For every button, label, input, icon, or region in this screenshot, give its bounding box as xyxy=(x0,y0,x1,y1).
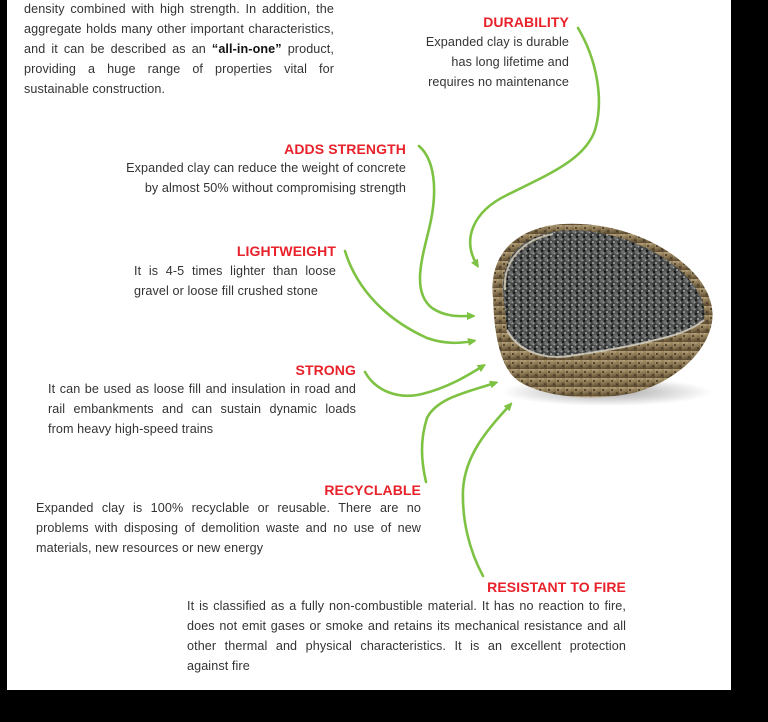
heading-lightweight: LIGHTWEIGHT xyxy=(236,243,336,259)
recyclable-text: Expanded clay is 100% recyclable or reusable. There are no problems with disposing of demolition waste and no use of new materials, new resources or new energy xyxy=(36,501,421,555)
heading-strong: STRONG xyxy=(295,362,356,378)
heading-recyclable: RECYCLABLE xyxy=(324,482,421,498)
adds-strength-line: by almost 50% without compromising strength xyxy=(144,181,406,195)
arrow-durability xyxy=(470,28,599,265)
durability-line: has long lifetime and xyxy=(451,55,569,69)
arrow-lightweight xyxy=(345,251,473,343)
heading-adds-strength: ADDS STRENGTH xyxy=(284,141,406,157)
arrows-layer xyxy=(7,0,731,690)
arrow-adds-strength xyxy=(419,146,472,316)
arrow-recyclable xyxy=(422,383,495,482)
heading-durability: DURABILITY xyxy=(483,14,569,30)
lightweight-text: It is 4-5 times lighter than loose gravel or loose fill crushed stone xyxy=(134,264,336,298)
strong-text: It can be used as loose fill and insulation in road and rail embankments and can sustain dynamic loads from heavy high-speed trains xyxy=(48,382,356,436)
intro-bold-all-in-one: “all-in-one” xyxy=(211,42,282,56)
document-page xyxy=(7,0,731,690)
arrow-resistant-to-fire xyxy=(463,405,510,576)
durability-line: Expanded clay is durable xyxy=(425,35,569,49)
adds-strength-line: Expanded clay can reduce the weight of concrete xyxy=(126,161,406,175)
intro-text-before: density combined with high strength. In addition, the aggregate holds many other important characteristics, and it can be described as an xyxy=(24,2,334,56)
durability-line: requires no maintenance xyxy=(428,75,569,89)
heading-resistant-to-fire: RESISTANT TO FIRE xyxy=(487,579,626,595)
resistant-to-fire-text: It is classified as a fully non-combustible material. It has no reaction to fire, does not emit gases or smoke and retains its mechanical resistance and all other thermal and physical characteristics. It is an excellent protection against fire xyxy=(187,599,626,673)
intro-text-after: product, providing a huge range of properties vital for sustainable construction. xyxy=(24,42,335,96)
